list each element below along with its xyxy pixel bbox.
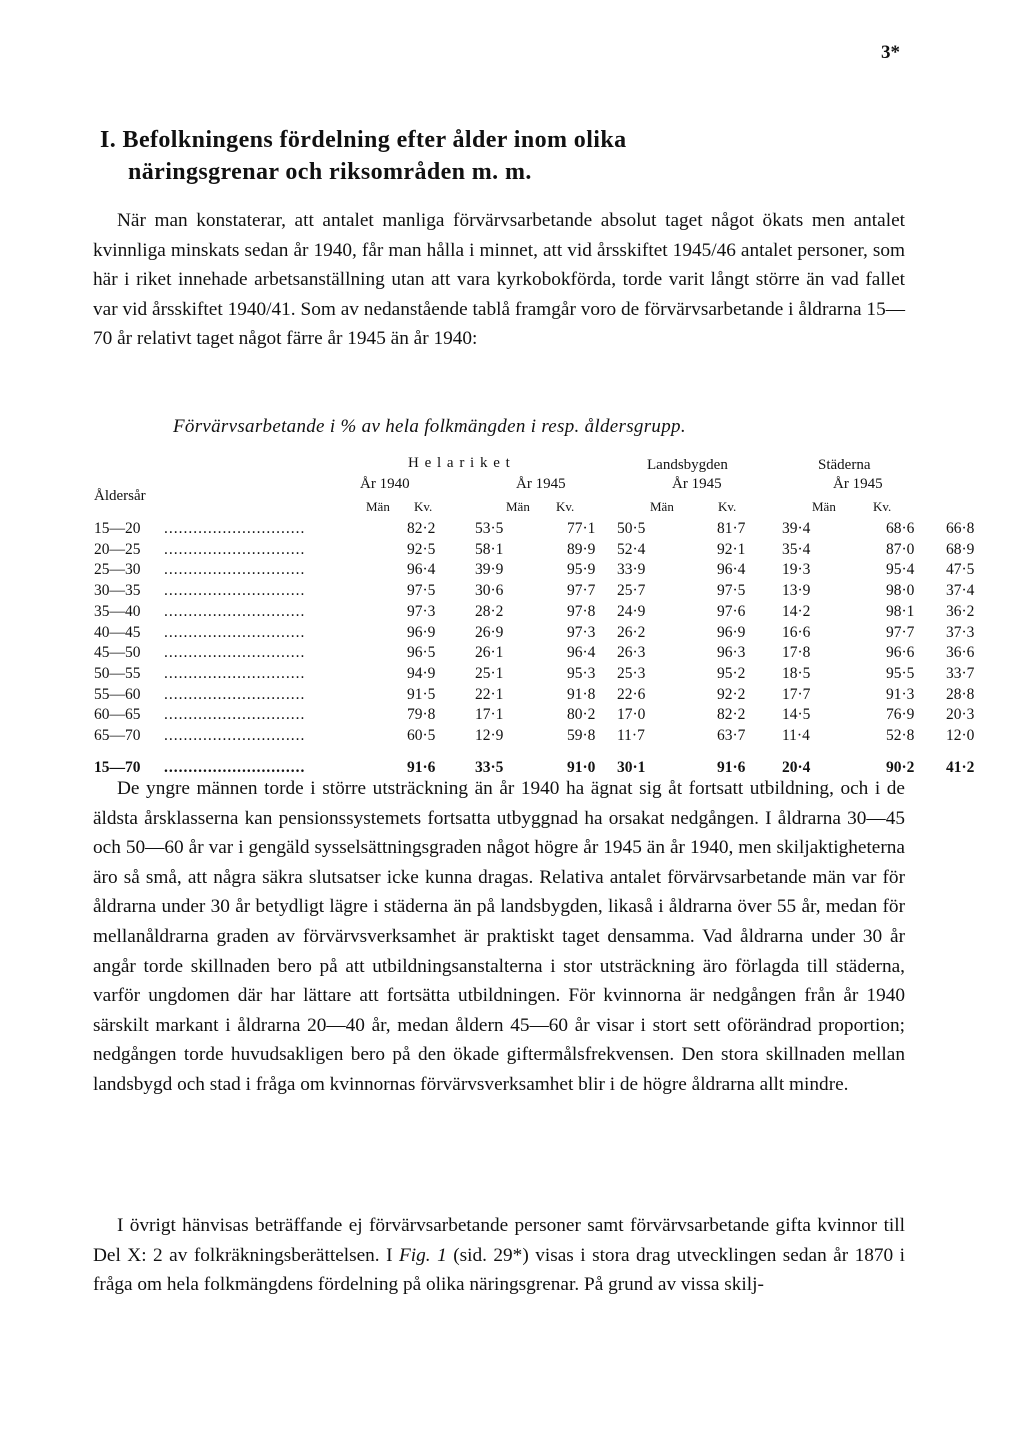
col-kv-lands: Kv. [718, 499, 737, 514]
body-paragraph-3: I övrigt hänvisas beträffande ej förvärvsarbetande personer samt förvärvsarbetande gifta kvinnor till Del X: 2 av folkräkningsberättelsen. I Fig. 1 (sid. 29*) visas i stora drag utvecklingen sedan år 1870 i fråga om hela folkmängdens fördelning på olika näringsgrenar. På grund av vissa skilj- [93, 1215, 906, 1296]
table-row: 65—70 ............................. 60·5 12·9 59·8 11·7 63·7 11·4 52·8 12·0 [94, 726, 986, 747]
table-row: 40—45 ............................. 96·9 26·9 97·3 26·2 96·9 16·6 97·7 37·3 [94, 623, 986, 644]
paragraph-2-text: De yngre männen torde i större utsträckning än år 1940 ha ägnat sig åt fortsatt utbildning, och i de äldsta årsklasserna kan pensionssystemets fortsatta utbyggnad ha orsakat nedgången. I åldrarna 30—45 och 50—60 år var i gengäld sysselsättningsgraden något högre år 1945 än år 1940, men skiljaktigheterna äro så små, att några säkra slutsatser icke kunna dragas. Relativa antalet förvärvsarbetande män var för åldrarna under 30 år betydligt lägre i städerna än på landsbygden, likaså i åldrarna över 55 år, medan för mellanåldrarna graden av förvärvsverksamhet är praktiskt taget densamma. Vad åldrarna under 30 år angår torde skillnaden bero på att utbildningsanstalterna i stor utsträckning äro förlagda till städerna, varför ungdomen där har lättare att fortsätta utbildningen. För kvinnorna är nedgången från år 1940 särskilt markant i åldrarna 20—40 år, medan åldern 45—60 år visar i stort sett oförändrad proportion; nedgången torde huvudsakligen bero på den ökade giftermålsfrekvensen. Den stora skillnaden mellan landsbygd och stad i fråga om kvinnornas förvärvsverksamhet blir i de högre åldrarna allt mindre. [93, 778, 905, 1095]
age-cell: 50—55 [94, 664, 141, 682]
table-row: 25—30 ............................. 96·4 39·9 95·9 33·9 96·4 19·3 95·4 47·5 [94, 560, 986, 581]
year-header-1940: År 1940 [360, 476, 410, 492]
age-cell: 15—70 [94, 758, 141, 776]
year-header-1945-stad: År 1945 [833, 476, 883, 492]
age-cell: 55—60 [94, 685, 141, 703]
leader-dots: ............................. [164, 706, 306, 724]
heading-line-1: I. Befolkningens fördelning efter ålder inom olika [100, 127, 627, 153]
col-man-1945: Män [506, 499, 530, 514]
table-row: 55—60 ............................. 91·5 22·1 91·8 22·6 92·2 17·7 91·3 28·8 [94, 685, 986, 706]
table-row: 15—20 ............................. 82·2 53·5 77·1 50·5 81·7 39·4 68·6 66·8 [94, 519, 986, 540]
table-row: 35—40 ............................. 97·3 28·2 97·8 24·9 97·6 14·2 98·1 36·2 [94, 602, 986, 623]
leader-dots: ............................. [164, 623, 306, 641]
leader-dots: ............................. [164, 644, 306, 662]
heading-line-2: näringsgrenar och riksområden m. m. [128, 159, 532, 185]
employment-table [94, 519, 986, 778]
col-man-lands: Män [650, 499, 674, 514]
col-kv-stad: Kv. [873, 499, 892, 514]
age-cell: 60—65 [94, 706, 141, 724]
col-kv-1940: Kv. [414, 499, 433, 514]
table-row: 50—55 ............................. 94·9 25·1 95·3 25·3 95·2 18·5 95·5 33·7 [94, 664, 986, 685]
age-cell: 45—50 [94, 644, 141, 662]
table-row: 30—35 ............................. 97·5 30·6 97·7 25·7 97·5 13·9 98·0 37·4 [94, 581, 986, 602]
table-row: 20—25 ............................. 92·5 58·1 89·9 52·4 92·1 35·4 87·0 68·9 [94, 540, 986, 561]
year-header-1945-lands: År 1945 [672, 476, 722, 492]
group-header-staderna: Städerna [818, 457, 871, 473]
page-number: 3* [881, 42, 900, 63]
section-heading [100, 124, 930, 188]
intro-paragraph [93, 206, 905, 354]
leader-dots: ............................. [164, 602, 306, 620]
table-row: 60—65 ............................. 79·8 17·1 80·2 17·0 82·2 14·5 76·9 20·3 [94, 705, 986, 726]
leader-dots: ............................. [164, 582, 306, 600]
leader-dots: ............................. [164, 664, 306, 682]
leader-dots: ............................. [164, 758, 306, 776]
age-header: Åldersår [94, 488, 146, 504]
age-cell: 35—40 [94, 602, 141, 620]
table-total-row: 15—70 ............................. 91·6 33·5 91·0 30·1 91·6 20·4 90·2 41·2 [94, 747, 986, 779]
table-row: 45—50 ............................. 96·5 26·1 96·4 26·3 96·3 17·8 96·6 36·6 [94, 643, 986, 664]
group-header-landsbygden: Landsbygden [647, 457, 728, 473]
body-paragraph-2 [93, 774, 905, 1100]
year-header-1945-hela: År 1945 [516, 476, 566, 492]
leader-dots: ............................. [164, 685, 306, 703]
age-cell: 65—70 [94, 727, 141, 745]
figure-reference: Fig. 1 [399, 1244, 447, 1266]
leader-dots: ............................. [164, 727, 306, 745]
leader-dots: ............................. [164, 520, 306, 537]
col-man-1940: Män [366, 499, 390, 514]
intro-text: När man konstaterar, att antalet manliga förvärvsarbetande absolut taget något ökats men antalet kvinnliga minskats sedan år 1940, får man hålla i minnet, att vid årsskiftet 1945/46 antalet personer, som här i riket innehade arbetsanställning utan att vara kyrkobokförda, torde varit långt större än vad fallet var vid årsskiftet 1940/41. Som av nedanstående tablå framgår voro de förvärvsarbetande i åldrarna 15—70 år relativt taget något färre år 1945 än år 1940: [93, 210, 905, 350]
age-cell: 20—25 [94, 540, 141, 558]
age-cell: 15—20 [94, 520, 141, 537]
age-cell: 25—30 [94, 561, 141, 579]
age-cell: 40—45 [94, 623, 141, 641]
table-title: Förvärvsarbetande i % av hela folkmängden i resp. åldersgrupp. [173, 416, 686, 437]
age-cell: 30—35 [94, 582, 141, 600]
group-header-hela-riket: H e l a r i k e t [408, 455, 511, 471]
leader-dots: ............................. [164, 540, 306, 558]
col-man-stad: Män [812, 499, 836, 514]
col-kv-1945: Kv. [556, 499, 575, 514]
leader-dots: ............................. [164, 561, 306, 579]
